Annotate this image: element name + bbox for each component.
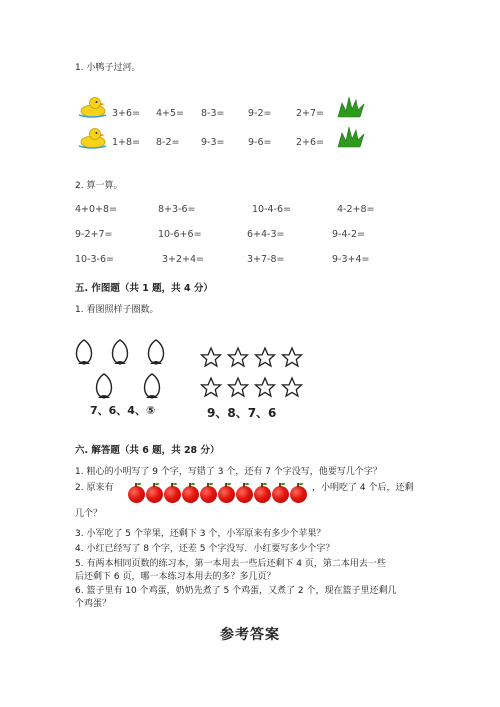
- duck-icon: [77, 96, 107, 118]
- section6-q6-line2: 个鸡蛋？: [75, 599, 112, 609]
- equation: 9-2=: [248, 108, 272, 119]
- grass-icon: [336, 95, 366, 119]
- peach-icon: [97, 374, 112, 398]
- section6-q5-line1: 5. 有两本相同页数的练习本，第一本用去一些后还剩下 4 页，第二本用去一些: [75, 559, 386, 569]
- star-icon: [283, 378, 302, 396]
- apple-icon: [218, 486, 235, 503]
- section6-q2-cont: 几个？: [75, 509, 103, 519]
- equation: 10-3-6=: [75, 254, 114, 265]
- equation: 2+7=: [296, 108, 325, 119]
- apple-icon: [272, 486, 289, 503]
- equation: 3+2+4=: [162, 254, 205, 265]
- equation: 6+4-3=: [247, 229, 285, 240]
- grass-icon: [336, 125, 366, 149]
- duck-icon: [77, 127, 107, 149]
- equation: 9-3+4=: [332, 254, 370, 265]
- star-icon: [229, 348, 248, 366]
- peach-icon: [113, 340, 128, 364]
- peach-icon: [145, 374, 160, 398]
- equation: 9-3=: [201, 137, 225, 148]
- equation: 10-6+6=: [158, 229, 202, 240]
- apple-icon: [146, 486, 163, 503]
- equation: 9-6=: [248, 137, 272, 148]
- section6-q1: 1. 粗心的小明写了 9 个字，写错了 3 个，还有 7 个字没写，他要写几个字？: [75, 467, 382, 477]
- equation: 3+7-8=: [247, 254, 285, 265]
- apple-icon: [236, 486, 253, 503]
- q1-label: 1. 小鸭子过河。: [75, 63, 141, 73]
- equation: 4+0+8=: [75, 204, 118, 215]
- star-icon: [283, 348, 302, 366]
- equation: 4+5=: [156, 108, 185, 119]
- equation: 1+8=: [112, 137, 141, 148]
- star-icon: [229, 378, 248, 396]
- apple-icon: [254, 486, 271, 503]
- section6-q3: 3. 小军吃了 5 个苹果，还剩下 3 个，小军原来有多少个苹果？: [75, 529, 326, 539]
- equation: 4-2+8=: [337, 204, 375, 215]
- apple-icon: [290, 486, 307, 503]
- section5-heading: 五. 作图题（共 1 题，共 4 分）: [75, 283, 213, 294]
- apple-icon: [164, 486, 181, 503]
- equation: 8-2=: [156, 137, 180, 148]
- section5-q1: 1. 看图照样子圈数。: [75, 305, 159, 315]
- q2-label: 2. 算一算。: [75, 181, 123, 191]
- star-icon: [256, 378, 275, 396]
- equation: 3+6=: [112, 108, 141, 119]
- peach-numbers: 7、6、4、⑤: [90, 404, 156, 417]
- section6-q2-pre: 2. 原来有: [75, 483, 114, 493]
- apple-row: [128, 484, 310, 504]
- section6-q4: 4. 小红已经写了 8 个字，还差 5 个字没写．小红要写多少个字？: [75, 544, 335, 554]
- equation: 2+6=: [296, 137, 325, 148]
- peach-icon: [77, 340, 92, 364]
- apple-icon: [182, 486, 199, 503]
- apple-icon: [200, 486, 217, 503]
- section6-q2-post: ，小明吃了 4 个后，还剩: [312, 483, 414, 493]
- equation: 10-4-6=: [252, 204, 291, 215]
- equation: 9-2+7=: [75, 229, 113, 240]
- section6-heading: 六. 解答题（共 6 题，共 28 分）: [75, 445, 220, 456]
- star-icon: [256, 348, 275, 366]
- section6-q6-line1: 6. 篮子里有 10 个鸡蛋，奶奶先煮了 5 个鸡蛋，又煮了 2 个，现在篮子里还剩几: [75, 586, 397, 596]
- peach-icon: [149, 340, 164, 364]
- star-numbers: 9、8、7、6: [207, 406, 277, 420]
- star-group: [195, 345, 310, 405]
- answer-title: 参考答案: [220, 627, 280, 643]
- equation: 9-4-2=: [332, 229, 365, 240]
- star-icon: [202, 348, 221, 366]
- apple-icon: [128, 486, 145, 503]
- equation: 8-3=: [201, 108, 225, 119]
- star-icon: [202, 378, 221, 396]
- section6-q5-line2: 后还剩下 6 页，哪一本练习本用去的多？多几页？: [75, 572, 276, 582]
- equation: 8+3-6=: [158, 204, 196, 215]
